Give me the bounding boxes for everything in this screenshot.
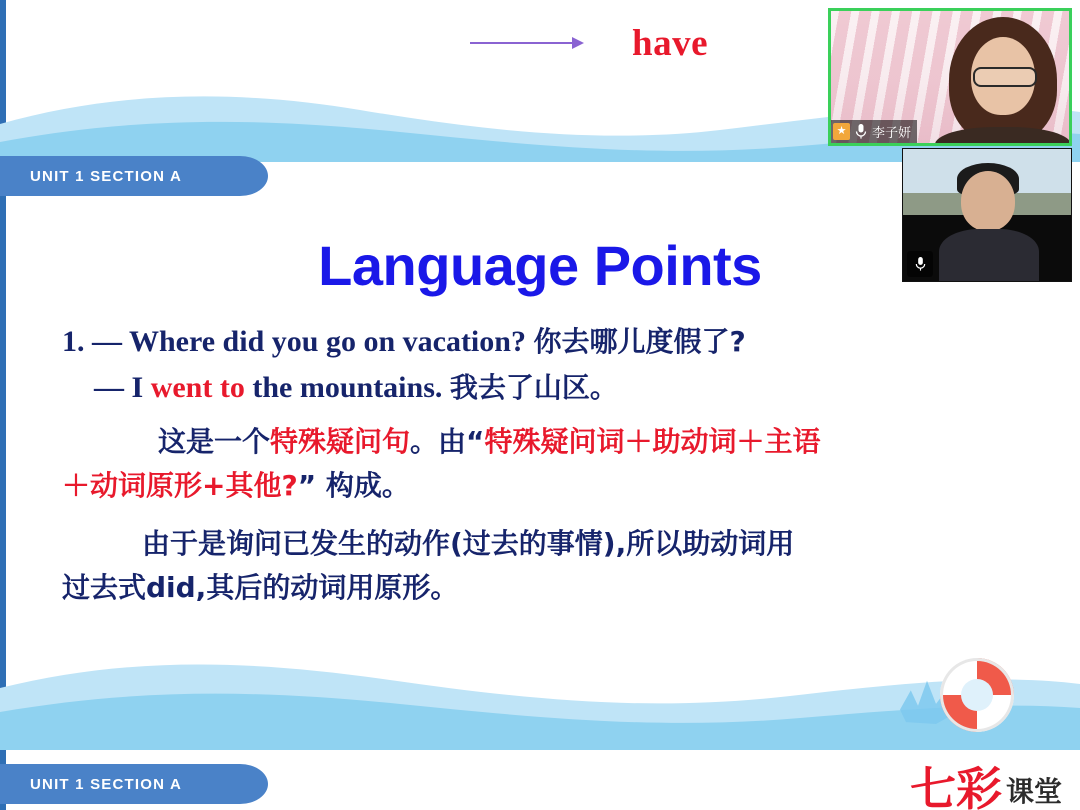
explanation-text-1b: 。由“	[410, 425, 485, 459]
answer-english-pre: I	[131, 370, 151, 404]
video-tile-stack	[828, 8, 1072, 282]
person-shoulders	[939, 229, 1039, 282]
explanation-text-1a: 这是一个	[158, 425, 271, 459]
dash-icon: —	[92, 325, 122, 358]
question-english: Where did you go on vacation?	[128, 325, 526, 358]
explanation-line-1	[62, 423, 1042, 461]
explanation-highlight-3: ＋动词原形+其他?	[62, 469, 298, 503]
wave-decoration-bottom	[0, 640, 1080, 750]
video-tile-teacher[interactable]	[828, 8, 1072, 146]
page-title: Language Points	[318, 234, 762, 297]
brand-mark: 七彩	[909, 761, 1002, 810]
video-tile-student[interactable]	[902, 148, 1072, 282]
ribbon-unit-section-top: UNIT 1 SECTION A	[0, 156, 240, 196]
question-line	[62, 322, 1042, 362]
brand-word: 课堂	[1005, 774, 1062, 808]
microphone-icon[interactable]	[854, 123, 868, 140]
slide-body	[62, 322, 1042, 614]
glasses-icon	[973, 67, 1037, 87]
host-badge-icon: ★	[833, 123, 850, 140]
person-face	[961, 171, 1015, 231]
arrow-icon	[470, 42, 582, 44]
explanation-line-2	[62, 467, 1042, 505]
answer-english-post: the mountains.	[244, 370, 443, 404]
explanation-highlight-1: 特殊疑问句	[270, 425, 411, 459]
top-fragment-word: have	[632, 23, 708, 64]
life-ring-icon	[940, 658, 1014, 732]
explanation-line-4: 过去式did,其后的动词用原形。	[62, 571, 459, 605]
answer-english-highlight: went to	[150, 370, 245, 404]
dash-icon: —	[94, 370, 124, 404]
ribbon-unit-section-bottom: UNIT 1 SECTION A	[0, 764, 240, 804]
microphone-icon[interactable]	[907, 251, 933, 277]
participant-name: 李子妍	[872, 126, 912, 141]
explanation-highlight-2: 特殊疑问词＋助动词＋主语	[484, 425, 821, 459]
question-number: 1.	[62, 325, 85, 358]
question-chinese: 你去哪儿度假了?	[533, 325, 746, 358]
brand-logo	[909, 761, 1062, 810]
participant-name-bar	[831, 120, 917, 143]
explanation-line-3: 由于是询问已发生的动作(过去的事情),所以助动词用	[142, 527, 795, 561]
answer-chinese: 我去了山区。	[449, 370, 618, 404]
explanation-text-2: ” 构成。	[297, 469, 410, 503]
answer-line	[62, 368, 1042, 408]
